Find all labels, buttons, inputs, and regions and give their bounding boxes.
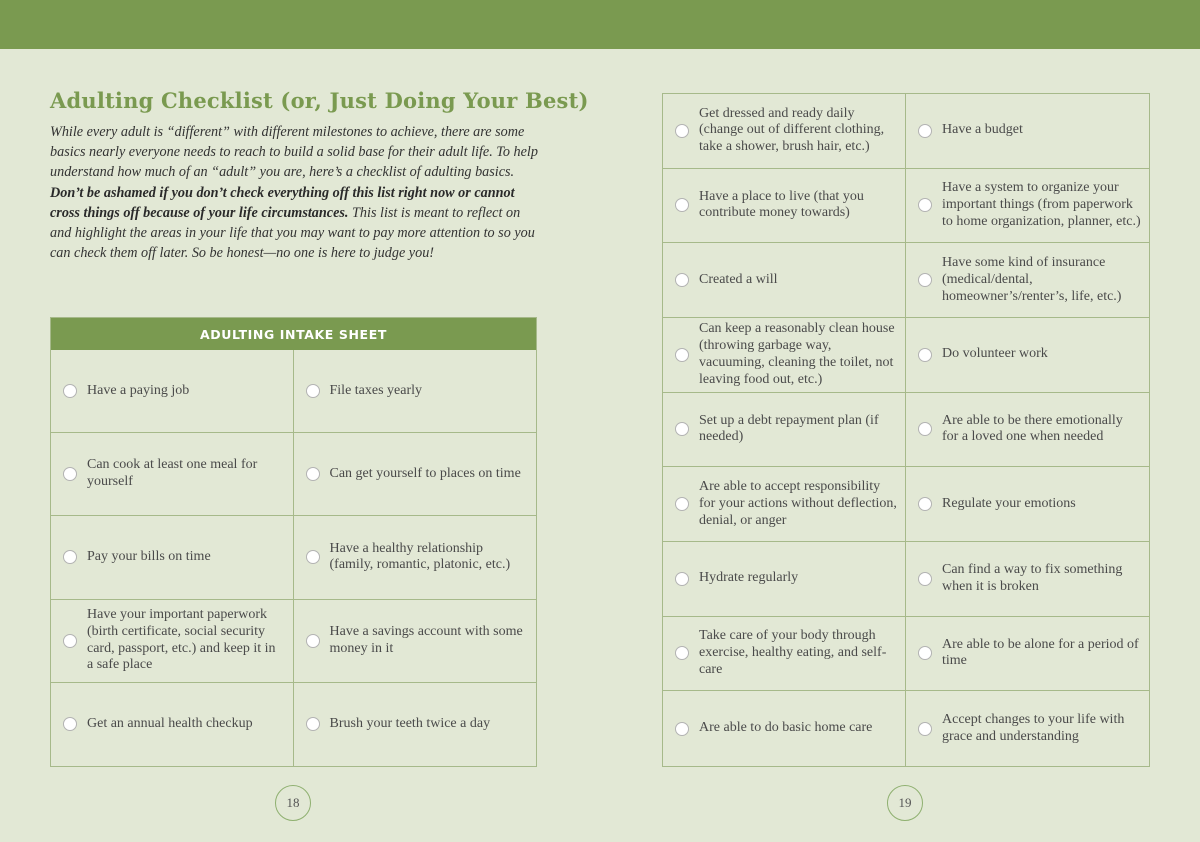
- checklist-item: [663, 318, 906, 393]
- checkbox-circle[interactable]: [306, 384, 320, 398]
- checklist-item: [906, 243, 1149, 318]
- adulting-intake-sheet-left: [50, 317, 537, 767]
- checklist-item: [51, 683, 294, 766]
- checklist-item-label: Can get yourself to places on time: [329, 465, 521, 481]
- checkbox-circle[interactable]: [918, 497, 932, 511]
- checkbox-circle[interactable]: [675, 722, 689, 736]
- intro-bold-text: Don’t be ashamed if you don’t check everything off this list right now or cannot cross things off because of your life circumstances.: [50, 184, 515, 221]
- checklist-item-label: Have a system to organize your important things (from paperwork to home organization, planner, etc.): [942, 180, 1141, 229]
- checklist-item: [663, 169, 906, 244]
- checklist-item-label: Have a savings account with some money in it: [329, 623, 523, 656]
- checklist-item-label: Are able to be there emotionally for a loved one when needed: [942, 412, 1123, 445]
- checklist-item-label: Do volunteer work: [942, 346, 1048, 362]
- checklist-item-label: Can cook at least one meal for yourself: [87, 457, 258, 490]
- checklist-item: [663, 691, 906, 766]
- checklist-item: [906, 691, 1149, 766]
- checklist-item: [294, 516, 537, 599]
- checkbox-circle[interactable]: [63, 467, 77, 481]
- checklist-item-label: Have your important paperwork (birth certificate, social security card, passport, etc.) and keep it in a safe place: [87, 607, 276, 673]
- checkbox-circle[interactable]: [675, 422, 689, 436]
- checkbox-circle[interactable]: [63, 717, 77, 731]
- checkbox-circle[interactable]: [918, 348, 932, 362]
- checkbox-circle[interactable]: [675, 124, 689, 138]
- checkbox-circle[interactable]: [675, 572, 689, 586]
- checklist-item-label: Have some kind of insurance (medical/dental, homeowner’s/renter’s, life, etc.): [942, 254, 1122, 304]
- intro-text-1: While every adult is “different” with different milestones to achieve, there are some basics nearly everyone needs to reach to build a solid base for their adult life. To help understand how much of an “adult” you are, here’s a checklist of adulting basics.: [50, 124, 538, 181]
- header-band: [0, 0, 1200, 49]
- checklist-item-label: File taxes yearly: [329, 382, 423, 398]
- checklist-item-label: Are able to do basic home care: [699, 720, 873, 736]
- checklist-item: [663, 94, 906, 169]
- checklist-item-label: Brush your teeth twice a day: [329, 715, 491, 731]
- checklist-item: [906, 169, 1149, 244]
- table-header: ADULTING INTAKE SHEET: [51, 318, 536, 350]
- checkbox-circle[interactable]: [306, 550, 320, 564]
- checkbox-circle[interactable]: [918, 422, 932, 436]
- checklist-item: [663, 617, 906, 692]
- checkbox-circle[interactable]: [306, 717, 320, 731]
- intro-paragraph: [50, 122, 542, 263]
- checklist-item-label: Have a place to live (that you contribute money towards): [699, 188, 864, 221]
- checkbox-circle[interactable]: [918, 722, 932, 736]
- intro-text-2: This list is meant to reflect on and highlight the areas in your life that you may want to pay more attention to so you can check them off later. So be honest—no one is here to judge you!: [50, 204, 535, 262]
- checklist-item: [294, 683, 537, 766]
- checklist-item-label: Can find a way to fix something when it is broken: [942, 562, 1123, 594]
- checklist-item: [906, 94, 1149, 169]
- checklist-item-label: Pay your bills on time: [87, 549, 211, 565]
- checklist-item: [294, 433, 537, 516]
- checkbox-circle[interactable]: [675, 497, 689, 511]
- checklist-item: [906, 318, 1149, 393]
- checklist-item-label: Are able to be alone for a period of time: [942, 636, 1139, 669]
- checkbox-circle[interactable]: [306, 634, 320, 648]
- checklist-item: [51, 516, 294, 599]
- checkbox-circle[interactable]: [675, 273, 689, 287]
- checklist-item: [906, 617, 1149, 692]
- checklist-item: [906, 542, 1149, 617]
- checklist-item-label: Can keep a reasonably clean house (throwing garbage way, vacuuming, cleaning the toilet, not leaving food out, etc.): [699, 321, 895, 387]
- checklist-item: [51, 350, 294, 433]
- checklist-item-label: Take care of your body through exercise, healthy eating, and self-care: [699, 628, 887, 677]
- checklist-item-label: Regulate your emotions: [942, 495, 1076, 511]
- checklist-item: [663, 542, 906, 617]
- page-number-right: 19: [887, 785, 923, 821]
- checkbox-circle[interactable]: [675, 198, 689, 212]
- page-title: Adulting Checklist (or, Just Doing Your Best): [50, 88, 589, 113]
- checklist-item-label: Have a budget: [942, 122, 1023, 138]
- adulting-intake-sheet-right: [662, 93, 1150, 767]
- checklist-item-label: Created a will: [699, 271, 778, 287]
- checklist-item-label: Get dressed and ready daily (change out of different clothing, take a shower, brush hair, etc.): [699, 105, 885, 155]
- checklist-item: [906, 393, 1149, 468]
- checklist-grid-left: [51, 350, 536, 766]
- checkbox-circle[interactable]: [63, 384, 77, 398]
- checklist-item-label: Accept changes to your life with grace and understanding: [942, 711, 1125, 744]
- checkbox-circle[interactable]: [63, 634, 77, 648]
- checklist-item: [663, 243, 906, 318]
- checklist-grid-right: [663, 94, 1149, 766]
- checklist-item: [663, 393, 906, 468]
- checklist-item: [51, 600, 294, 683]
- checkbox-circle[interactable]: [675, 646, 689, 660]
- checklist-item-label: Have a paying job: [87, 382, 190, 398]
- checklist-item: [51, 433, 294, 516]
- checklist-item-label: Are able to accept responsibility for your actions without deflection, denial, or anger: [699, 478, 897, 528]
- checklist-item-label: Hydrate regularly: [699, 570, 799, 586]
- checkbox-circle[interactable]: [918, 646, 932, 660]
- checkbox-circle[interactable]: [306, 467, 320, 481]
- checklist-item: [906, 467, 1149, 542]
- checklist-item-label: Set up a debt repayment plan (if needed): [699, 412, 879, 445]
- checkbox-circle[interactable]: [63, 550, 77, 564]
- checklist-item: [294, 350, 537, 433]
- checkbox-circle[interactable]: [918, 124, 932, 138]
- checkbox-circle[interactable]: [675, 348, 689, 362]
- checklist-item-label: Have a healthy relationship (family, romantic, platonic, etc.): [329, 540, 511, 573]
- checklist-item-label: Get an annual health checkup: [87, 715, 253, 731]
- checkbox-circle[interactable]: [918, 198, 932, 212]
- checklist-item: [294, 600, 537, 683]
- page-number-left: 18: [275, 785, 311, 821]
- checkbox-circle[interactable]: [918, 273, 932, 287]
- checkbox-circle[interactable]: [918, 572, 932, 586]
- checklist-item: [663, 467, 906, 542]
